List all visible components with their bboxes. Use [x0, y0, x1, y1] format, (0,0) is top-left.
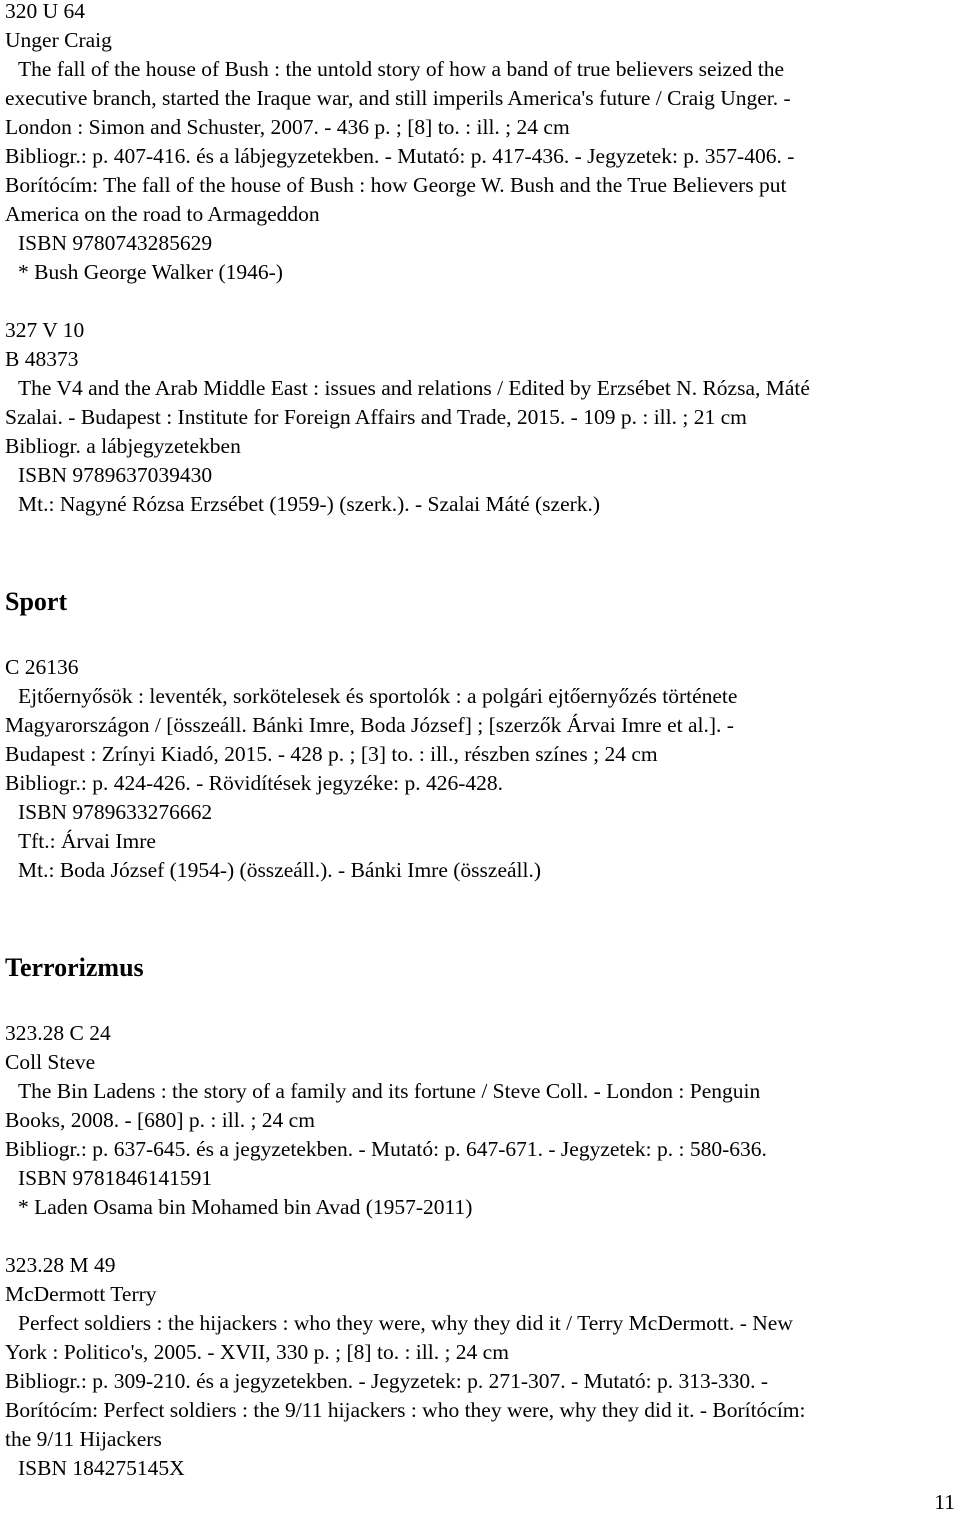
- entry-line: * Laden Osama bin Mohamed bin Avad (1957-2011): [18, 1195, 473, 1219]
- entry-line: Bibliogr.: p. 309-210. és a jegyzetekben. - Jegyzetek: p. 271-307. - Mutató: p. 313-330. -: [5, 1369, 769, 1393]
- entry-line: * Bush George Walker (1946-): [18, 260, 283, 284]
- catalog-entry: [5, 1019, 955, 1222]
- entry-line: executive branch, started the Iraque war, and still imperils America's future / Craig Unger. -: [5, 86, 791, 110]
- entry-line: Magyarországon / [összeáll. Bánki Imre, Boda József] ; [szerzők Árvai Imre et al.]. -: [5, 713, 734, 737]
- entry-line: Ejtőernyősök : leventék, sorkötelesek és sportolók : a polgári ejtőernyőzés története: [18, 684, 738, 708]
- catalog-entry: [5, 0, 955, 287]
- entry-line: Mt.: Nagyné Rózsa Erzsébet (1959-) (szerk.). - Szalai Máté (szerk.): [18, 492, 601, 516]
- entry-line: McDermott Terry: [5, 1282, 157, 1306]
- entry-line: ISBN 9780743285629: [18, 231, 213, 255]
- catalog-page: [5, 0, 955, 1483]
- entry-line: 327 V 10: [5, 318, 85, 342]
- entries-before-sections: [5, 0, 955, 519]
- page-number: 11: [934, 1490, 955, 1514]
- entry-line: 323.28 C 24: [5, 1021, 111, 1045]
- entry-line: America on the road to Armageddon: [5, 202, 320, 226]
- sport-entries: [5, 653, 955, 885]
- entry-line: Bibliogr. a lábjegyzetekben: [5, 434, 241, 458]
- entry-line: Bibliogr.: p. 407-416. és a lábjegyzetekben. - Mutató: p. 417-436. - Jegyzetek: p. 357-406. -: [5, 144, 795, 168]
- entry-line: York : Politico's, 2005. - XVII, 330 p. ; [8] to. : ill. ; 24 cm: [5, 1340, 509, 1364]
- entry-line: Unger Craig: [5, 28, 112, 52]
- entry-line: B 48373: [5, 347, 79, 371]
- entry-line: Books, 2008. - [680] p. : ill. ; 24 cm: [5, 1108, 315, 1132]
- entry-line: 320 U 64: [5, 0, 86, 23]
- entry-line: The fall of the house of Bush : the untold story of how a band of true believers seized the: [18, 57, 785, 81]
- entry-line: Budapest : Zrínyi Kiadó, 2015. - 428 p. ; [3] to. : ill., részben színes ; 24 cm: [5, 742, 658, 766]
- entry-line: ISBN 9789633276662: [18, 800, 213, 824]
- entry-line: Bibliogr.: p. 424-426. - Rövidítések jegyzéke: p. 426-428.: [5, 771, 504, 795]
- entry-line: ISBN 9789637039430: [18, 463, 213, 487]
- entry-line: Mt.: Boda József (1954-) (összeáll.). - Bánki Imre (összeáll.): [18, 858, 542, 882]
- entry-line: The V4 and the Arab Middle East : issues and relations / Edited by Erzsébet N. Rózsa, Máté: [18, 376, 810, 400]
- catalog-entry: [5, 316, 955, 519]
- entry-line: Bibliogr.: p. 637-645. és a jegyzetekben. - Mutató: p. 647-671. - Jegyzetek: p. : 580-636.: [5, 1137, 767, 1161]
- entry-line: Borítócím: The fall of the house of Bush : how George W. Bush and the True Believers put: [5, 173, 787, 197]
- entry-line: 323.28 M 49: [5, 1253, 116, 1277]
- entry-line: C 26136: [5, 655, 79, 679]
- section-heading-terrorizmus: Terrorizmus: [5, 953, 144, 982]
- entry-line: Szalai. - Budapest : Institute for Foreign Affairs and Trade, 2015. - 109 p. : ill. ; 21 cm: [5, 405, 747, 429]
- entry-line: Borítócím: Perfect soldiers : the 9/11 hijackers : who they were, why they did it. - Borítócím:: [5, 1398, 806, 1422]
- catalog-entry: [5, 653, 955, 885]
- entry-line: ISBN 184275145X: [18, 1456, 185, 1480]
- entry-line: ISBN 9781846141591: [18, 1166, 213, 1190]
- section-heading-sport: Sport: [5, 587, 68, 616]
- entry-line: the 9/11 Hijackers: [5, 1427, 162, 1451]
- entry-line: Perfect soldiers : the hijackers : who they were, why they did it / Terry McDermott. - New: [18, 1311, 793, 1335]
- entry-line: The Bin Ladens : the story of a family and its fortune / Steve Coll. - London : Penguin: [18, 1079, 761, 1103]
- terrorizmus-entries: [5, 1019, 955, 1483]
- catalog-entry: [5, 1251, 955, 1483]
- entry-line: London : Simon and Schuster, 2007. - 436 p. ; [8] to. : ill. ; 24 cm: [5, 115, 570, 139]
- entry-line: Coll Steve: [5, 1050, 96, 1074]
- entry-line: Tft.: Árvai Imre: [18, 829, 156, 853]
